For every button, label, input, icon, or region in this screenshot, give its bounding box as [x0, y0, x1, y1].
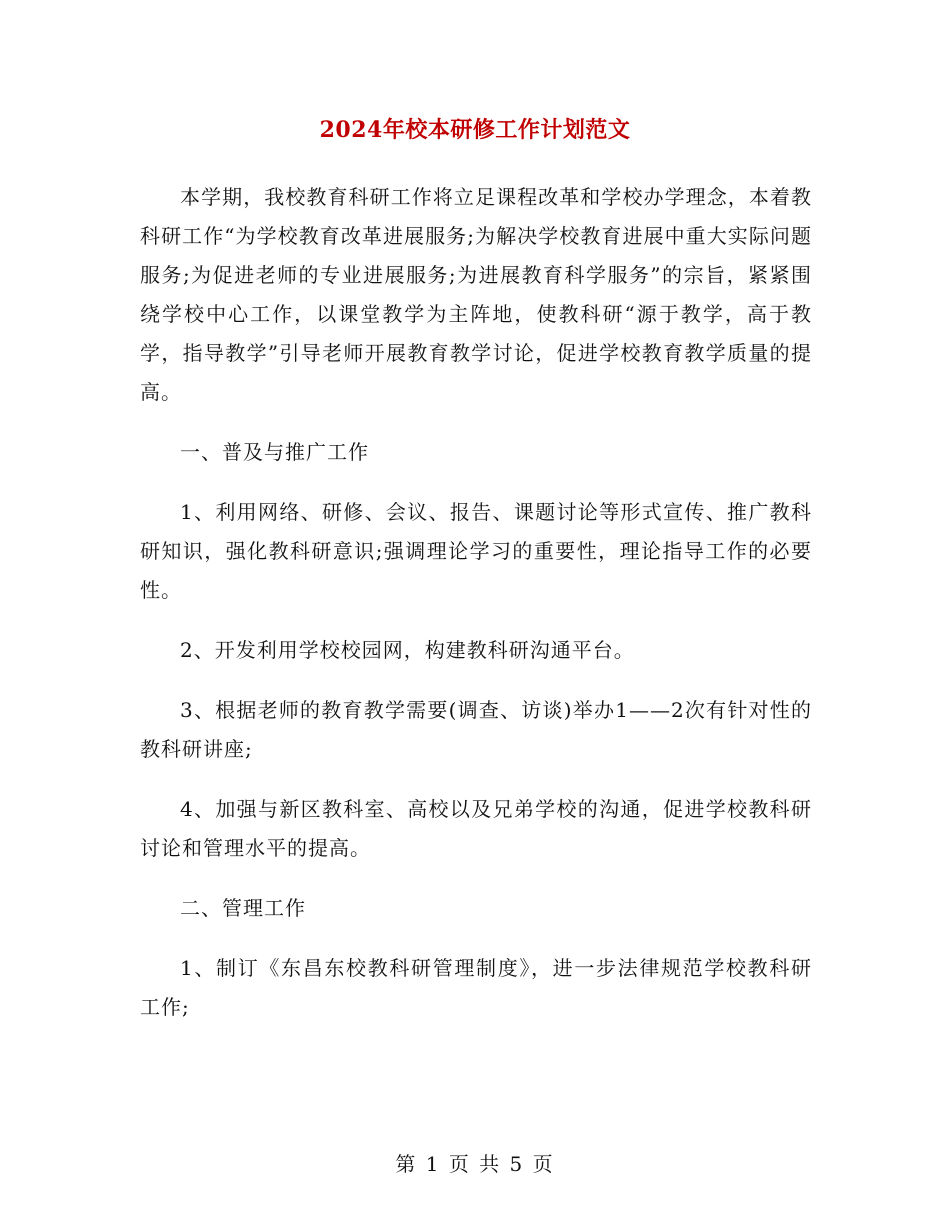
list-item: 1、制订《东昌东校教科研管理制度》，进一步法律规范学校教科研工作;	[140, 956, 812, 1019]
section-heading-promotion: 一、普及与推广工作	[180, 440, 369, 464]
list-item: 1、利用网络、研修、会议、报告、课题讨论等形式宣传、推广教科研知识，强化教科研意识;强调理论学习的重要性，理论指导工作的必要性。	[140, 500, 812, 602]
document-title: 2024年校本研修工作计划范文	[319, 117, 631, 143]
list-item: 4、加强与新区教科室、高校以及兄弟学校的沟通，促进学校教科研讨论和管理水平的提高。	[140, 797, 812, 860]
list-item: 3、根据老师的教育教学需要(调查、访谈)举办1——2次有针对性的教科研讲座;	[140, 698, 812, 761]
document-body	[140, 178, 812, 1027]
page-number-footer: 第 1 页 共 5 页	[395, 1152, 555, 1176]
list-item: 2、开发利用学校校园网，构建教科研沟通平台。	[180, 638, 635, 662]
section-heading-management: 二、管理工作	[180, 896, 306, 920]
intro-paragraph: 本学期，我校教育科研工作将立足课程改革和学校办学理念，本着教科研工作“为学校教育改革进展服务;为解决学校教育进展中重大实际问题服务;为促进老师的专业进展服务;为进展教育科学服务”的宗旨，紧紧围绕学校中心工作，以课堂教学为主阵地，使教科研“源于教学，高于教学，指导教学”引导老师开展教育教学讨论，促进学校教育教学质量的提高。	[140, 185, 812, 404]
